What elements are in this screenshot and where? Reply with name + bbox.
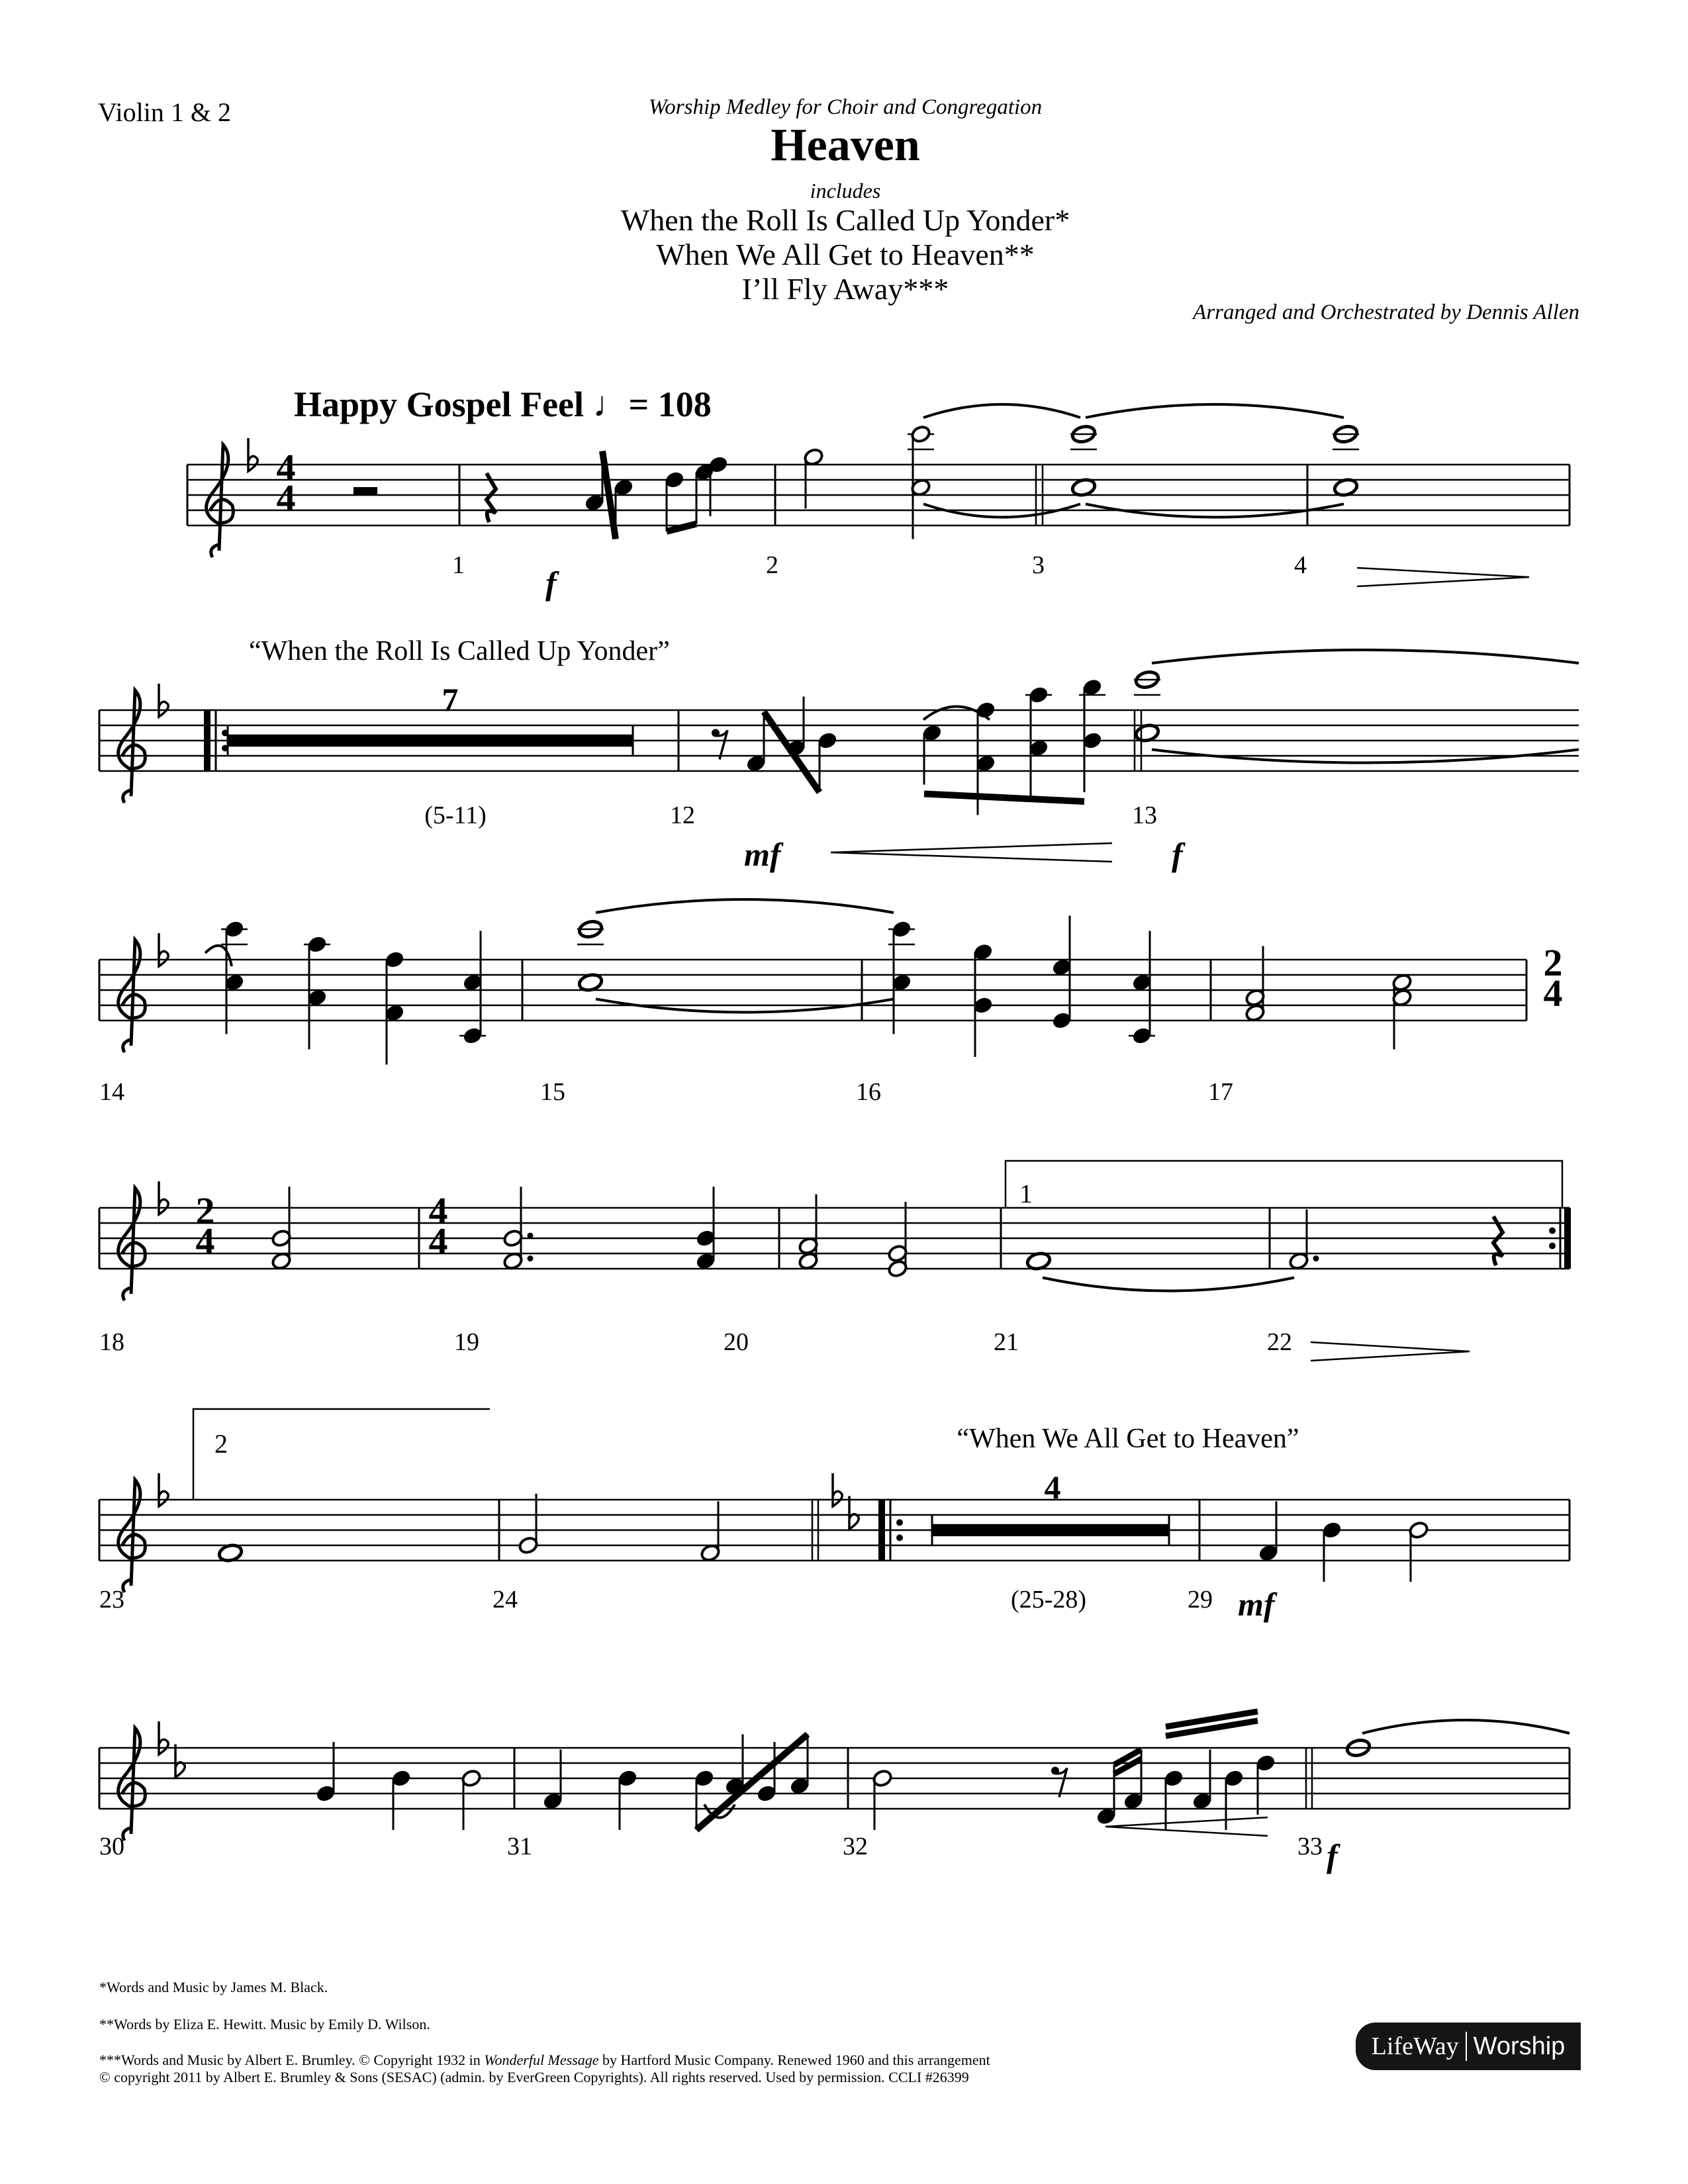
dot: [1313, 1255, 1319, 1261]
measure-number: 33: [1297, 1833, 1323, 1860]
time-sig-bottom: 4: [276, 477, 296, 520]
treble-clef-icon: [118, 1728, 146, 1841]
logo-worship: Worship: [1473, 2032, 1566, 2060]
measure-number: 20: [724, 1328, 749, 1356]
tie: [923, 404, 1080, 418]
tie: [1043, 1278, 1294, 1291]
treble-clef-icon: [118, 940, 146, 1052]
beam: [924, 794, 1084, 802]
volta-bracket-1: [1006, 1161, 1562, 1208]
time-sig-top: 4: [428, 1189, 448, 1232]
arranger-credit: Arranged and Orchestrated by Dennis Allen: [1193, 300, 1579, 324]
measure-number: 13: [1132, 801, 1157, 829]
time-sig-bottom: 4: [1543, 972, 1563, 1015]
flat-icon: [159, 1473, 168, 1506]
song-title-2: When We All Get to Heaven**: [656, 238, 1035, 271]
repeat-start: [878, 1500, 885, 1561]
measure-number: 23: [99, 1586, 124, 1614]
flat-icon: [159, 684, 168, 717]
measure-number: 24: [492, 1586, 518, 1614]
crescendo-hairpin: [831, 843, 1112, 862]
tie: [1152, 650, 1579, 663]
page-title: Heaven: [771, 120, 920, 171]
flat-icon: [833, 1473, 842, 1506]
dot: [528, 1255, 534, 1261]
measure-number: 14: [99, 1078, 124, 1106]
tie: [1086, 404, 1344, 418]
footnote-1: *Words and Music by James M. Black.: [99, 1979, 328, 1995]
time-sig-top: 4: [276, 446, 296, 489]
crescendo-hairpin: [1105, 1817, 1268, 1836]
repeat-end: [1564, 1208, 1571, 1269]
lifeway-worship-logo: [1356, 2023, 1581, 2070]
repeat-dot: [896, 1520, 903, 1526]
repeat-start: [204, 710, 211, 771]
volta-2-label: 2: [214, 1429, 228, 1459]
measure-number: 21: [994, 1328, 1019, 1356]
footnote-3: [99, 2052, 990, 2069]
measure-number: 16: [856, 1078, 881, 1106]
footnote-2: **Words by Eliza E. Hewitt. Music by Emily D. Wilson.: [99, 2016, 430, 2032]
time-sig-top: 2: [195, 1189, 215, 1232]
multirest-count-1: 7: [442, 681, 459, 718]
footnote-3-text-end: by Hartford Music Company. Renewed 1960 and this arrangement: [598, 2052, 990, 2068]
footnote-3-italic: Wonderful Message: [484, 2052, 599, 2068]
volta-1-label: 1: [1019, 1179, 1033, 1208]
tie: [596, 899, 894, 913]
measure-number: 4: [1294, 551, 1307, 579]
treble-clef-icon: [118, 690, 146, 803]
multirest-range-1: (5-11): [424, 801, 487, 829]
footnote-4: © copyright 2011 by Albert E. Brumley & Sons (SESAC) (admin. by EverGreen Copyrights). All rights reserved. Used by permission. CCLI #26399: [99, 2069, 969, 2085]
dynamic-forte: f: [1172, 836, 1183, 873]
measure-number: 1: [452, 551, 465, 579]
section-label-heaven: “When We All Get to Heaven”: [957, 1424, 1299, 1454]
logo-divider: [1466, 2032, 1467, 2061]
measure-number: 17: [1208, 1078, 1233, 1106]
measure-number: 22: [1267, 1328, 1292, 1356]
part-name: Violin 1 & 2: [98, 97, 231, 127]
measure-number: 19: [454, 1328, 479, 1356]
section-label-roll: “When the Roll Is Called Up Yonder”: [249, 636, 670, 666]
half-rest: [353, 487, 377, 495]
dynamic-mezzo-forte: mf: [744, 836, 781, 873]
tempo-marking: [294, 384, 712, 425]
treble-clef-icon: [118, 1480, 146, 1592]
song-title-1: When the Roll Is Called Up Yonder*: [620, 203, 1070, 237]
measure-number: 12: [670, 801, 695, 829]
tie: [205, 946, 232, 966]
multirest-range-2: (25-28): [1011, 1586, 1086, 1614]
decrescendo-hairpin: [1311, 1342, 1470, 1361]
time-sig-bottom: 4: [428, 1220, 448, 1263]
measure-number: 15: [540, 1078, 565, 1106]
flat-icon: [159, 933, 168, 966]
includes-label: includes: [810, 179, 881, 203]
time-sig-top: 2: [1543, 941, 1563, 984]
measure-number: 3: [1032, 551, 1045, 579]
volta-bracket-2: [193, 1409, 490, 1500]
measure-number: 29: [1188, 1586, 1213, 1614]
dynamic-mezzo-forte: mf: [1238, 1586, 1275, 1623]
logo-lifeway: LifeWay: [1371, 2032, 1459, 2060]
dot: [528, 1233, 534, 1239]
subtitle: Worship Medley for Choir and Congregation: [648, 95, 1043, 119]
treble-clef-icon: [207, 445, 234, 557]
footnote-3-text: ***Words and Music by Albert E. Brumley. © Copyright 1932 in: [99, 2052, 485, 2068]
measure-number: 31: [507, 1833, 532, 1860]
quarter-note-icon: ♩: [592, 385, 629, 424]
dynamic-forte: f: [1327, 1837, 1338, 1874]
flat-icon: [175, 1745, 185, 1778]
beam: [764, 712, 820, 793]
measure-number: 2: [766, 551, 778, 579]
measure-number: 30: [99, 1833, 124, 1860]
dynamic-forte: f: [545, 565, 557, 602]
tempo-value: = 108: [628, 385, 712, 424]
multirest-count-2: 4: [1044, 1469, 1061, 1506]
measure-number: 18: [99, 1328, 124, 1356]
flat-icon: [159, 1721, 168, 1754]
treble-clef-icon: [118, 1188, 146, 1300]
multi-measure-rest: [932, 1524, 1169, 1536]
time-sig-bottom: 4: [195, 1220, 215, 1263]
multi-measure-rest: [228, 735, 633, 747]
decrescendo-hairpin: [1357, 568, 1529, 586]
repeat-dot: [1549, 1243, 1556, 1250]
repeat-dot: [896, 1535, 903, 1541]
tie: [1362, 1720, 1570, 1733]
flat-icon: [849, 1496, 859, 1529]
measure-number: 32: [843, 1833, 868, 1860]
flat-icon: [248, 438, 258, 471]
song-title-3: I’ll Fly Away***: [741, 272, 949, 306]
tempo-text: Happy Gospel Feel: [294, 385, 585, 424]
flat-icon: [159, 1181, 168, 1214]
repeat-dot: [1549, 1228, 1556, 1234]
